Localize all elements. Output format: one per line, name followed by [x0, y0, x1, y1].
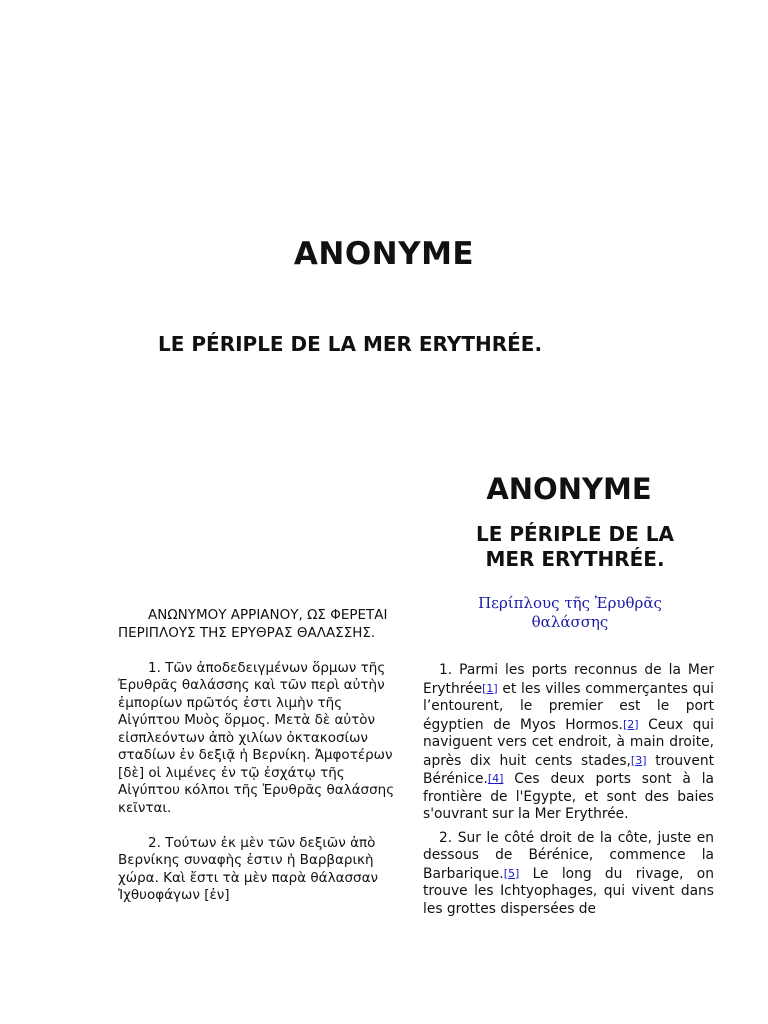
footnote-link-2[interactable]: [2] [622, 717, 639, 731]
french-p1-text-d: trouvent Bérénice. [423, 752, 714, 787]
greek-paragraph-1: 1. Τῶν ἀποδεδειγμένων ὅρμων τῆς Ἐρυθρᾶς θαλάσσης καὶ τῶν περὶ αὐτὴν ἐμπορίων πρῶτός ἐστι λιμὴν τῆς Αἰγύπτου Μυὸς ὅρμος. Μετὰ δὲ αὐτὸν εἰσπλεόντων ἀπὸ χιλίων ὀκτακοσίων σταδίων ἐν δεξιᾷ ἡ Βερνίκη. Ἀμφοτέρων [δὲ] οἱ λιμένες ἐν τῷ ἐσχάτῳ τῆς Αἰγύπτου κόλποι τῆς Ἐρυθρᾶς θαλάσσης κεῖνται. [118, 659, 395, 816]
page-subtitle: LE PÉRIPLE DE LA MER ERYTHRÉE. [158, 332, 543, 356]
greek-heading [440, 594, 700, 632]
greek-paragraph-2: 2. Τούτων ἐκ μὲν τῶν δεξιῶν ἀπὸ Βερνίκης συναφὴς ἐστιν ἡ Βαρβαρικὴ χώρα. Καὶ ἔστι τὰ μὲν παρὰ θάλασσαν Ἰχθυοφάγων [ἐν] [118, 834, 379, 903]
french-paragraph-2 [423, 830, 714, 919]
section-subtitle-line1: LE PÉRIPLE DE LA [475, 522, 674, 546]
footnote-link-1[interactable]: [1] [482, 681, 498, 695]
footnote-link-4[interactable]: [4] [487, 772, 504, 785]
french-paragraph-1 [423, 662, 714, 824]
greek-text-column [118, 607, 404, 922]
french-text-column [423, 662, 714, 924]
french-p1-text-c: Ceux qui naviguent vers cet endroit, à main droite, après dix huit cents stades, [423, 716, 714, 769]
footnote-link-3[interactable]: [3] [630, 753, 647, 767]
french-p1-text-a: 1. Parmi les ports reconnus de la Mer Erythrée [423, 662, 714, 697]
greek-intro: ΑΝΩΝΥΜΟΥ ΑΡΡΙΑΝΟΥ, ΩΣ ΦΕΡΕΤΑΙ ΠΕΡΙΠΛΟΥΣ ΤΗΣ ΕΡΥΘΡΑΣ ΘΑΛΑΣΣΗΣ. [118, 607, 388, 641]
french-p2-text-a: 2. Sur le côté droit de la côte, juste en dessous de Bérénice, commence la Barbarique. [423, 829, 714, 882]
french-p2-text-b: Le long du rivage, on trouve les Ichtyophages, qui vivent dans les grottes dispersées de [423, 865, 714, 917]
section-subtitle [440, 522, 710, 572]
page-title: ANONYME [293, 236, 475, 272]
section-title: ANONYME [486, 472, 652, 506]
greek-heading-line1: Περίπλους τῆς Ἐρυθρᾶς [478, 594, 662, 612]
french-p1-text-b: et les villes commerçantes qui l’entourent, le premier est le port égyptien de Myos Hormos. [423, 680, 714, 733]
greek-heading-line2: θαλάσσης [531, 613, 609, 631]
footnote-link-5[interactable]: [5] [503, 866, 520, 880]
section-subtitle-line2: MER ERYTHRÉE. [485, 547, 665, 571]
french-p1-text-e: Ces deux ports sont à la frontière de l'Egypte, et sont des baies s'ouvrant sur la Mer Erythrée. [423, 771, 714, 822]
